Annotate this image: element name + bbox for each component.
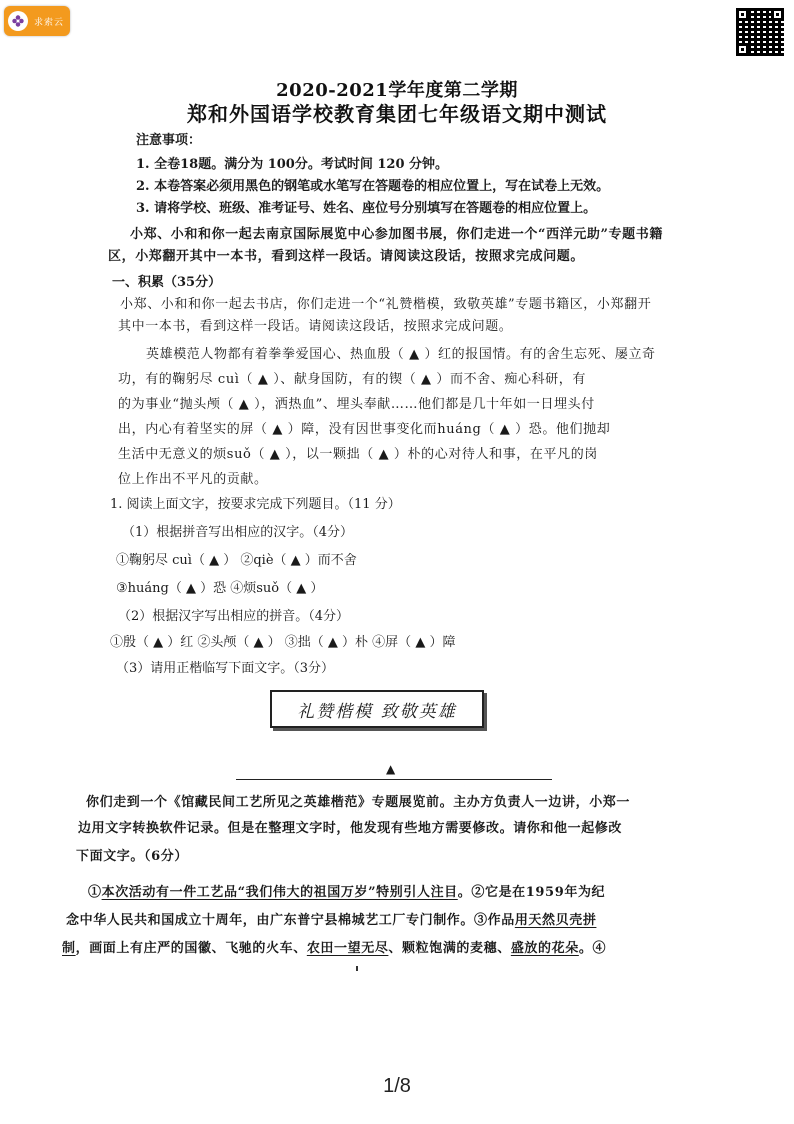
q1-part2-row: ①殷（ ▲ ）红 ②头颅（ ▲ ） ③拙（ ▲ ）朴 ④屏（ ▲ ）障 xyxy=(110,635,456,650)
q2-text-line-1 xyxy=(88,884,605,902)
q1-part1-row2: ③huáng（ ▲ ）恐 ④烦suǒ（ ▲ ） xyxy=(116,581,324,596)
copy-model-box: 礼赞楷模 致敬英雄 xyxy=(270,690,484,728)
intro-line-1: 小郑、小和和你一起去南京国际展览中心参加图书展，你们走进一个“西洋元助”专题书籍 xyxy=(130,227,663,242)
q1-part1-row1: ①鞠躬尽 cuì（ ▲ ） ②qiè（ ▲ ）而不舍 xyxy=(116,553,357,568)
intro-line-2: 区，小郑翻开其中一本书，看到这样一段话。请阅读这段话，按照求完成问题。 xyxy=(108,249,585,264)
note-item-1: 1. 全卷18题。满分为 100分。考试时间 120 分钟。 xyxy=(136,157,449,172)
answer-marker: ▲ xyxy=(386,762,396,776)
sentence-1-underlined: 本次活动有一件工艺品“我们伟大的祖国万岁”特别引人注目 xyxy=(101,885,458,900)
section1-heading: 一、积累（35分） xyxy=(112,275,222,290)
q2-line-3-underlined-2: 农田一望无尽 xyxy=(306,941,389,956)
passage-line-4: 出，内心有着坚实的屏（ ▲ ）障，没有因世事变化而huáng（ ▲ ）恐。他们抛却 xyxy=(118,422,611,437)
exam-title: 郑和外国语学校教育集团七年级语文期中测试 xyxy=(187,102,607,126)
q2-line-3-underlined-3: 盛放的花朵 xyxy=(510,941,579,956)
logo-text: 求索云 xyxy=(34,16,65,27)
section1-intro-line-1: 小郑、小和和你一起去书店，你们走进一个“礼赞楷模，致敬英雄”专题书籍区，小郑翻开 xyxy=(120,297,652,312)
passage-line-5: 生活中无意义的烦suǒ（ ▲ ），以一颗拙（ ▲ ）朴的心对待人和事，在平凡的岗 xyxy=(118,447,598,462)
notes-heading: 注意事项： xyxy=(136,133,202,148)
q1-part2-heading: （2）根据汉字写出相应的拼音。（4分） xyxy=(118,609,350,624)
sentence-1-end: 。②它是在1959年为纪 xyxy=(457,885,606,900)
qr-code-block xyxy=(736,8,784,57)
answer-line[interactable] xyxy=(236,779,552,780)
passage-line-3: 的为事业“抛头颅（ ▲ ），洒热血”、埋头奉献……他们都是几十年如一日埋头付 xyxy=(118,397,595,412)
passage-line-6: 位上作出不平凡的贡献。 xyxy=(118,472,268,487)
q2-line-3-mid-2: 、颗粒饱满的麦穗、 xyxy=(388,941,511,956)
q2-intro-line-2: 边用文字转换软件记录。但是在整理文字时，他发现有些地方需要修改。请你和他一起修改 xyxy=(78,821,623,836)
note-item-3: 3. 请将学校、班级、准考证号、姓名、座位号分别填写在答题卷的相应位置上。 xyxy=(136,201,597,216)
logo-flower-icon xyxy=(8,11,28,31)
q2-line-3-end: 。④ xyxy=(578,941,607,956)
q2-line-3-underlined-1: 制 xyxy=(62,941,76,956)
note-item-2: 2. 本卷答案必须用黑色的钢笔或水笔写在答题卷的相应位置上，写在试卷上无效。 xyxy=(136,179,610,194)
q2-line-3-mid: ，画面上有庄严的国徽、飞驰的火车、 xyxy=(75,941,307,956)
page-number: 1/8 xyxy=(383,1075,411,1097)
passage-line-1: 英雄模范人物都有着拳拳爱国心、热血殷（ ▲ ）红的报国情。有的舍生忘死、屡立奇 xyxy=(146,347,656,362)
q1-part1-heading: （1）根据拼音写出相应的汉字。（4分） xyxy=(122,525,354,540)
qr-code-icon xyxy=(736,8,784,56)
q2-intro-line-1: 你们走到一个《馆藏民间工艺所见之英雄楷范》专题展览前。主办方负责人一边讲，小郑一 xyxy=(86,795,631,810)
exam-term-title: 2020-2021学年度第二学期 xyxy=(276,80,518,101)
q2-line-2-text: 念中华人民共和国成立十周年，由广东普宁县棉城艺工厂专门制作。③作品 xyxy=(66,913,515,928)
question1-stem: 1. 阅读上面文字，按要求完成下列题目。（11 分） xyxy=(110,497,401,512)
q2-line-2-underlined: 用天然贝壳拼 xyxy=(514,913,597,928)
section1-intro-line-2: 其中一本书，看到这样一段话。请阅读这段话，按照求完成问题。 xyxy=(118,319,513,334)
scan-speck xyxy=(356,966,358,971)
q2-intro-line-3: 下面文字。（6分） xyxy=(76,849,188,864)
sentence-1-number: ① xyxy=(88,885,102,900)
q2-text-line-2 xyxy=(66,912,596,930)
q2-text-line-3 xyxy=(62,940,606,958)
app-logo-badge[interactable] xyxy=(4,6,70,36)
q1-part3-heading: （3）请用正楷临写下面文字。（3分） xyxy=(116,661,335,676)
passage-line-2: 功，有的鞠躬尽 cuì（ ▲ ）、献身国防，有的锲（ ▲ ）而不舍、痴心科研，有 xyxy=(118,372,586,387)
